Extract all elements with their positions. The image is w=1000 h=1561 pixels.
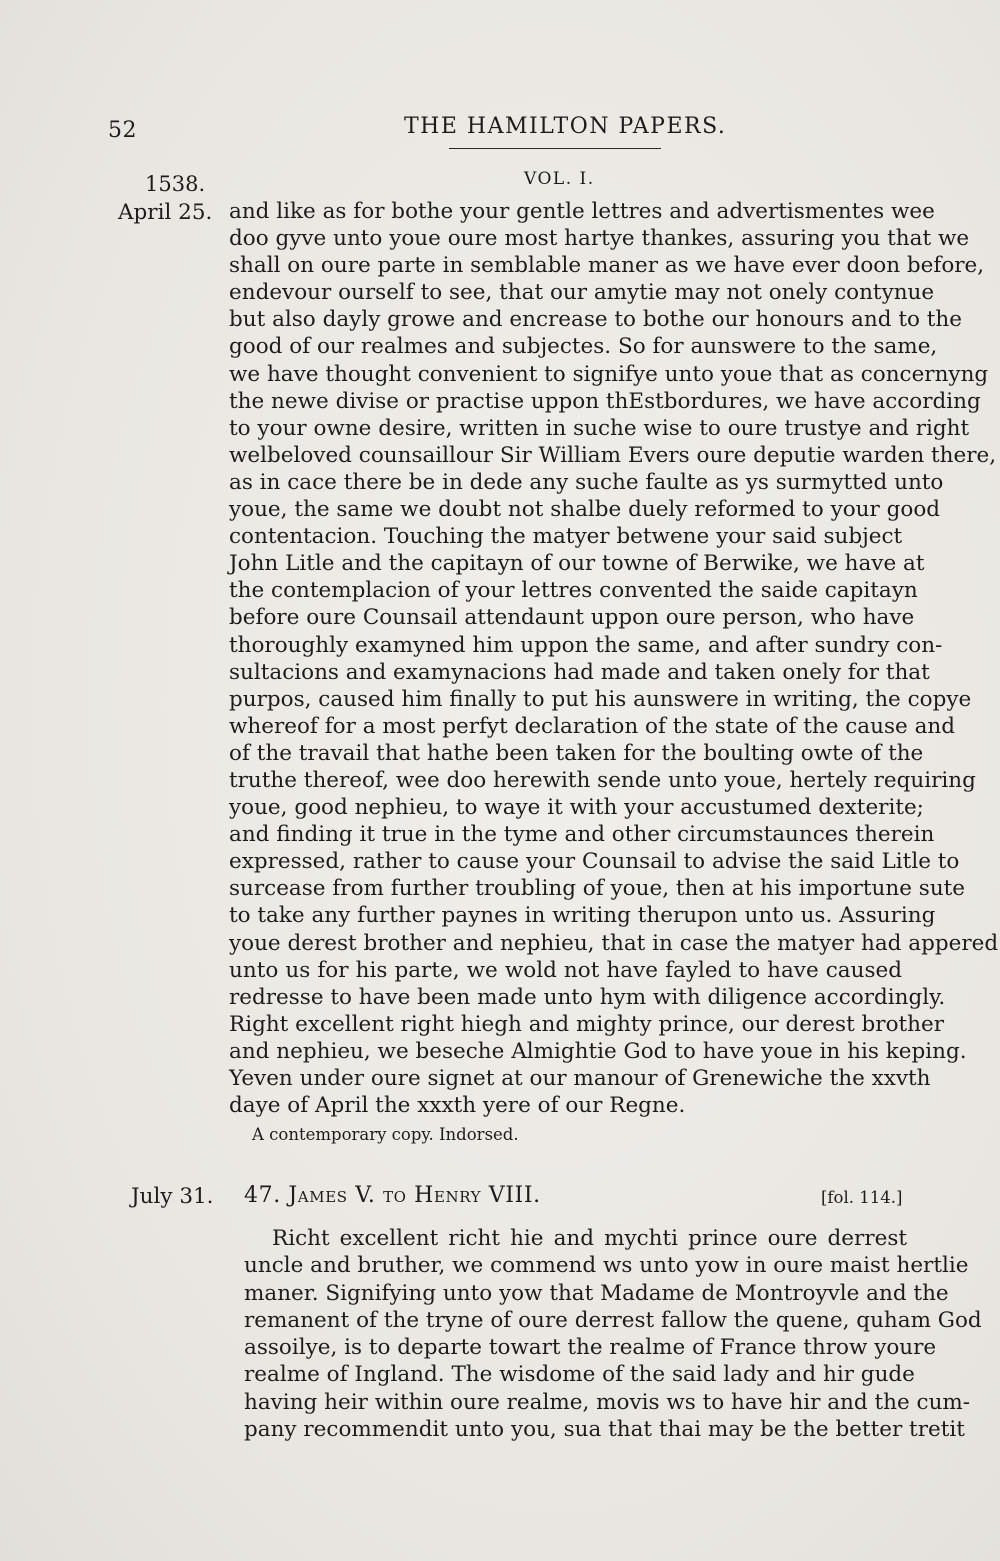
text-line: and like as for bothe your gentle lettres and advertismentes wee xyxy=(229,199,935,224)
text-line: realme of Ingland. The wisdome of the said lady and hir gude xyxy=(244,1362,915,1388)
text-line: thoroughly examyned him uppon the same, and after sundry con- xyxy=(229,632,943,658)
text-line: youe, the same we doubt not shalbe duely reformed to your good xyxy=(229,497,941,523)
text-line: purpos, caused him finally to put his aunswere in writing, the copye xyxy=(229,686,972,712)
text-line: expressed, rather to cause your Counsail to advise the said Litle to xyxy=(229,849,960,875)
text-line: surcease from further troubling of youe, then at his importune sute xyxy=(229,876,966,902)
text-line: uncle and bruther, we commend ws unto yow in oure maist hertlie xyxy=(244,1253,969,1279)
text-line: youe, good nephieu, to waye it with your accustumed dexterite; xyxy=(229,795,924,821)
text-line: we have thought convenient to signifye unto youe that as concernyng xyxy=(229,361,989,387)
text-line: but also dayly growe and encrease to bothe our honours and to the xyxy=(229,307,962,333)
text-line: pany recommendit unto you, sua that thai may be the better tretit xyxy=(244,1417,965,1443)
text-line: and nephieu, we beseche Almightie God to have youe in his keping. xyxy=(229,1038,967,1064)
text-line: the newe divise or practise uppon thEstbordures, we have according xyxy=(229,388,981,414)
entry-date: July 31. xyxy=(131,1184,214,1209)
source-note: A contemporary copy. Indorsed. xyxy=(252,1125,519,1144)
text-line: youe derest brother and nephieu, that in case the matyer had appered xyxy=(229,930,999,956)
text-line: assoilye, is to departe towart the realme of France throw youre xyxy=(244,1335,937,1361)
header-rule xyxy=(449,148,661,149)
text-line: to take any further paynes in writing therupon unto us. Assuring xyxy=(229,903,936,929)
folio-reference: [fol. 114.] xyxy=(821,1188,903,1207)
text-line: good of our realmes and subjectes. So for aunswere to the same, xyxy=(229,334,938,360)
entry-heading xyxy=(244,1183,541,1208)
recipient-name: Henry VIII. xyxy=(414,1183,541,1208)
text-line: sultacions and examynacions had made and taken onely for that xyxy=(229,659,930,685)
year-label: 1538. xyxy=(145,172,206,196)
text-line: as in cace there be in dede any suche faulte as ys surmytted unto xyxy=(229,469,944,495)
page-number: 52 xyxy=(108,118,137,143)
text-line: shall on oure parte in semblable maner as we have ever doon before, xyxy=(229,253,985,279)
text-line: the contemplacion of your lettres convented the saide capitayn xyxy=(229,578,918,604)
text-line: remanent of the tryne of oure derrest fallow the quene, quham God xyxy=(244,1307,982,1333)
text-line: Right excellent right hiegh and mighty prince, our derest brother xyxy=(229,1011,945,1037)
text-line: daye of April the xxxth yere of our Regne. xyxy=(229,1093,686,1119)
text-line: Richt excellent richt hie and mychti prince oure derrest xyxy=(272,1226,907,1251)
text-line: endevour ourself to see, that our amytie may not onely contynue xyxy=(229,280,935,306)
title-connector: to xyxy=(383,1183,407,1208)
text-line: contentacion. Touching the matyer betwene your said subject xyxy=(229,524,903,550)
entry-number: 47. xyxy=(244,1183,281,1208)
text-line: before oure Counsail attendaunt uppon oure person, who have xyxy=(229,605,915,631)
text-line: doo gyve unto youe oure most hartye thankes, assuring you that we xyxy=(229,226,970,252)
text-line: welbeloved counsaillour Sir William Evers oure deputie warden there, xyxy=(229,442,997,468)
entry-date: April 25. xyxy=(118,200,213,225)
text-line: John Litle and the capitayn of our towne of Berwike, we have at xyxy=(229,551,925,577)
text-line: unto us for his parte, we wold not have fayled to have caused xyxy=(229,957,902,983)
text-line: redresse to have been made unto hym with diligence accordingly. xyxy=(229,984,946,1010)
text-line: whereof for a most perfyt declaration of the state of the cause and xyxy=(229,713,955,739)
letter-text xyxy=(229,198,999,1119)
text-line: of the travail that hathe been taken for the boulting owte of the xyxy=(229,740,924,766)
letter-text xyxy=(244,1225,982,1443)
text-line: truthe thereof, wee doo herewith sende unto youe, hertely requiring xyxy=(229,767,976,793)
text-line: and finding it true in the tyme and other circumstaunces therein xyxy=(229,822,935,848)
sender-name: James V. xyxy=(288,1183,376,1208)
volume-label: VOL. I. xyxy=(524,169,595,189)
text-line: maner. Signifying unto yow that Madame de Montroyvle and the xyxy=(244,1280,949,1306)
text-line: having heir within oure realme, movis ws to have hir and the cum- xyxy=(244,1389,971,1415)
running-head: THE HAMILTON PAPERS. xyxy=(404,114,727,139)
text-line: to your owne desire, written in suche wise to oure trustye and right xyxy=(229,415,970,441)
text-line: Yeven under oure signet at our manour of Grenewiche the xxvth xyxy=(229,1066,931,1091)
